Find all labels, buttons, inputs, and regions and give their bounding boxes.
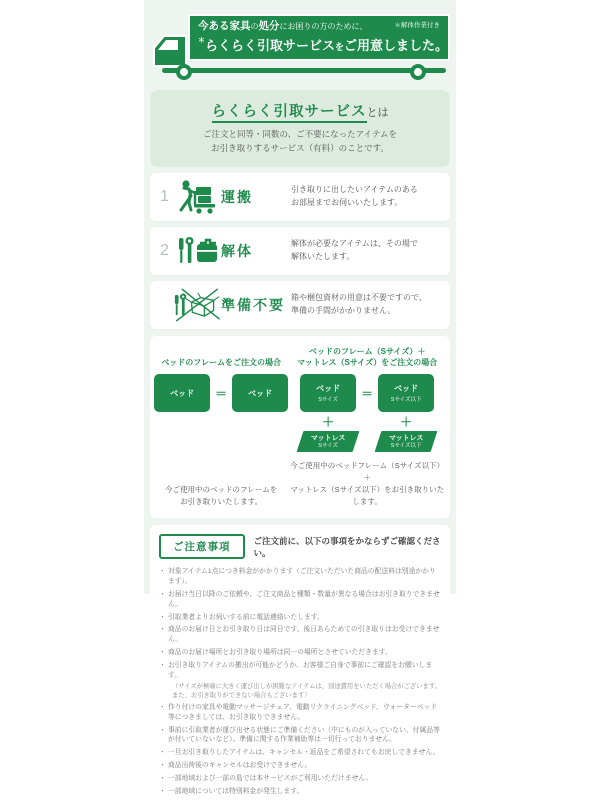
notes-header	[159, 534, 441, 559]
note-item: ・ お引き取りアイテムの搬出が可能かどうか、お客様ご自身で事前にご確認をお願いします。	[159, 661, 441, 681]
note-item: ・ お届け当日以降のご依頼や、ご注文商品と種類・数量が異なる場合はお引き取りできません。	[159, 590, 441, 610]
step-title-no-preparation: 準備不要	[221, 297, 285, 314]
note-item: ・ 対象アイテム1点につき料金がかかります（ご注文いただいた商品の配送料は別途かかります）。	[159, 567, 441, 587]
note-item: ・ 商品出荷後のキャンセルはお受けできません。	[159, 761, 441, 771]
service-about-box	[150, 90, 450, 167]
note-item: ・ 一部地域については特別料金が発生します。	[159, 787, 441, 797]
step-number: 1	[160, 188, 169, 206]
note-item: ・ 事前に引取業者が運び出せる状態にご準備ください（中にものが入っていない、付属品等が付いていないなど）。準備に関する作業補助等は一切行っておりません。	[159, 726, 441, 746]
bed-box: ベッド	[154, 374, 210, 412]
banner-line1: 今ある家具の処分にお困りの方のために、 ＊解体作業付き	[198, 20, 440, 32]
porter-cart-icon	[173, 179, 221, 215]
equals-sign: ＝	[361, 386, 374, 401]
note-item: ・ 商品のお届け日とお引き取り日は同日です。後日あらためての引き取りはお受けできません。	[159, 625, 441, 645]
note-item: ・ 一旦お引き取りしたアイテムは、キャンセル・返品をご希望されてもお戻しできません。	[159, 748, 441, 758]
plus-sign: ＋	[400, 415, 413, 430]
step-title-disassembly: 解体	[221, 243, 253, 260]
case-boxes-row	[300, 374, 434, 412]
mattress-tag-s-size-under: マットレス Sサイズ以下	[375, 431, 438, 452]
step-desc: 箱や梱包資材の用意は不要ですので、 準備の手間がかかりません。	[291, 293, 427, 316]
truck-chassis-bar	[162, 68, 446, 73]
header-truck-banner	[150, 12, 450, 82]
banner-body	[188, 14, 450, 61]
bed-box: ベッド	[232, 374, 288, 412]
banner-note-disassembly: ＊解体作業付き	[394, 22, 440, 29]
case-bed-frame-only	[154, 346, 288, 508]
banner-text-furniture: 今ある家具	[198, 20, 251, 32]
step-card-disassembly	[150, 227, 450, 275]
case-caption: 今ご使用中のベッドフレーム（Sサイズ以下）＋ マットレス（Sサイズ以下）をお引き取りいたします。	[290, 461, 445, 507]
mattress-row	[300, 431, 434, 452]
no-packing-materials-icon	[173, 286, 221, 324]
notes-card	[150, 525, 450, 806]
step-number: 2	[160, 242, 169, 260]
case-title: ベッドのフレームをご注文の場合	[161, 357, 281, 367]
note-item: ・ 引取業者よりお伺いする前に電話連絡いたします。	[159, 613, 441, 623]
case-caption: 今ご使用中のベッドのフレームを お引き取りいたします。	[165, 485, 278, 507]
plus-row	[300, 413, 434, 430]
banner-line2: ＊らくらく引取サービスをご用意しました。	[198, 36, 449, 53]
equals-sign: ＝	[215, 386, 228, 401]
plus-sign: ＋	[322, 415, 335, 430]
case-boxes-row	[154, 374, 288, 412]
service-name: らくらく引取サービス	[205, 37, 336, 53]
content-column	[144, 0, 456, 795]
pickup-cases-diagram	[150, 336, 450, 518]
case-bed-frame-plus-mattress	[288, 346, 446, 508]
truck-wheel-right-icon	[410, 64, 426, 80]
note-item: ・ 商品のお届け場所とお引き取り場所は同一の場所とさせていただきます。	[159, 648, 441, 658]
about-title-highlight: らくらく引取サービス	[212, 104, 367, 123]
notes-label-badge: ご注意事項	[159, 534, 245, 559]
about-description: ご注文と同等・同数の、ご不要になったアイテムを お引き取りするサービス（有料）のことです。	[203, 129, 397, 153]
note-size-subnote: （サイズが極端に大きく運び出しが困難なアイテムは、別途費用をいただく場合がございます。 また、お引き取りができない場合もございます）	[172, 682, 441, 699]
bed-box-s-size: ベッド Sサイズ	[300, 374, 356, 412]
note-item: ・ 作り付けの家具や電動マッサージチェア、電動リクライニングベッド、ウォーターベッド等につきましては、お引き取りできません。	[159, 703, 441, 723]
step-card-carry	[150, 173, 450, 221]
notes-list	[159, 567, 441, 796]
step-desc: 解体が必要なアイテムは、その場で 解体いたします。	[291, 239, 418, 262]
tools-toolbox-icon	[173, 234, 221, 268]
notes-heading: ご注文前に、以下の事項をかならずご確認ください。	[253, 535, 441, 558]
step-title-carry: 運搬	[221, 189, 253, 206]
about-title: らくらく引取サービスとは	[156, 100, 444, 121]
bed-box-s-size-under: ベッド Sサイズ以下	[378, 374, 434, 412]
note-item: ・ 一部地域および一部の島では本サービスがご利用いただけません。	[159, 774, 441, 784]
case-title: ベッドのフレーム（Sサイズ）＋ マットレス（Sサイズ）をご注文の場合	[297, 347, 438, 367]
truck-wheel-left-icon	[176, 64, 192, 80]
banner-text-disposal: 処分	[258, 20, 280, 32]
mattress-tag-s-size: マットレス Sサイズ	[297, 431, 360, 452]
step-card-no-preparation	[150, 281, 450, 329]
step-desc: 引き取りに出したいアイテムのある お部屋までお伺いいたします。	[291, 185, 418, 208]
